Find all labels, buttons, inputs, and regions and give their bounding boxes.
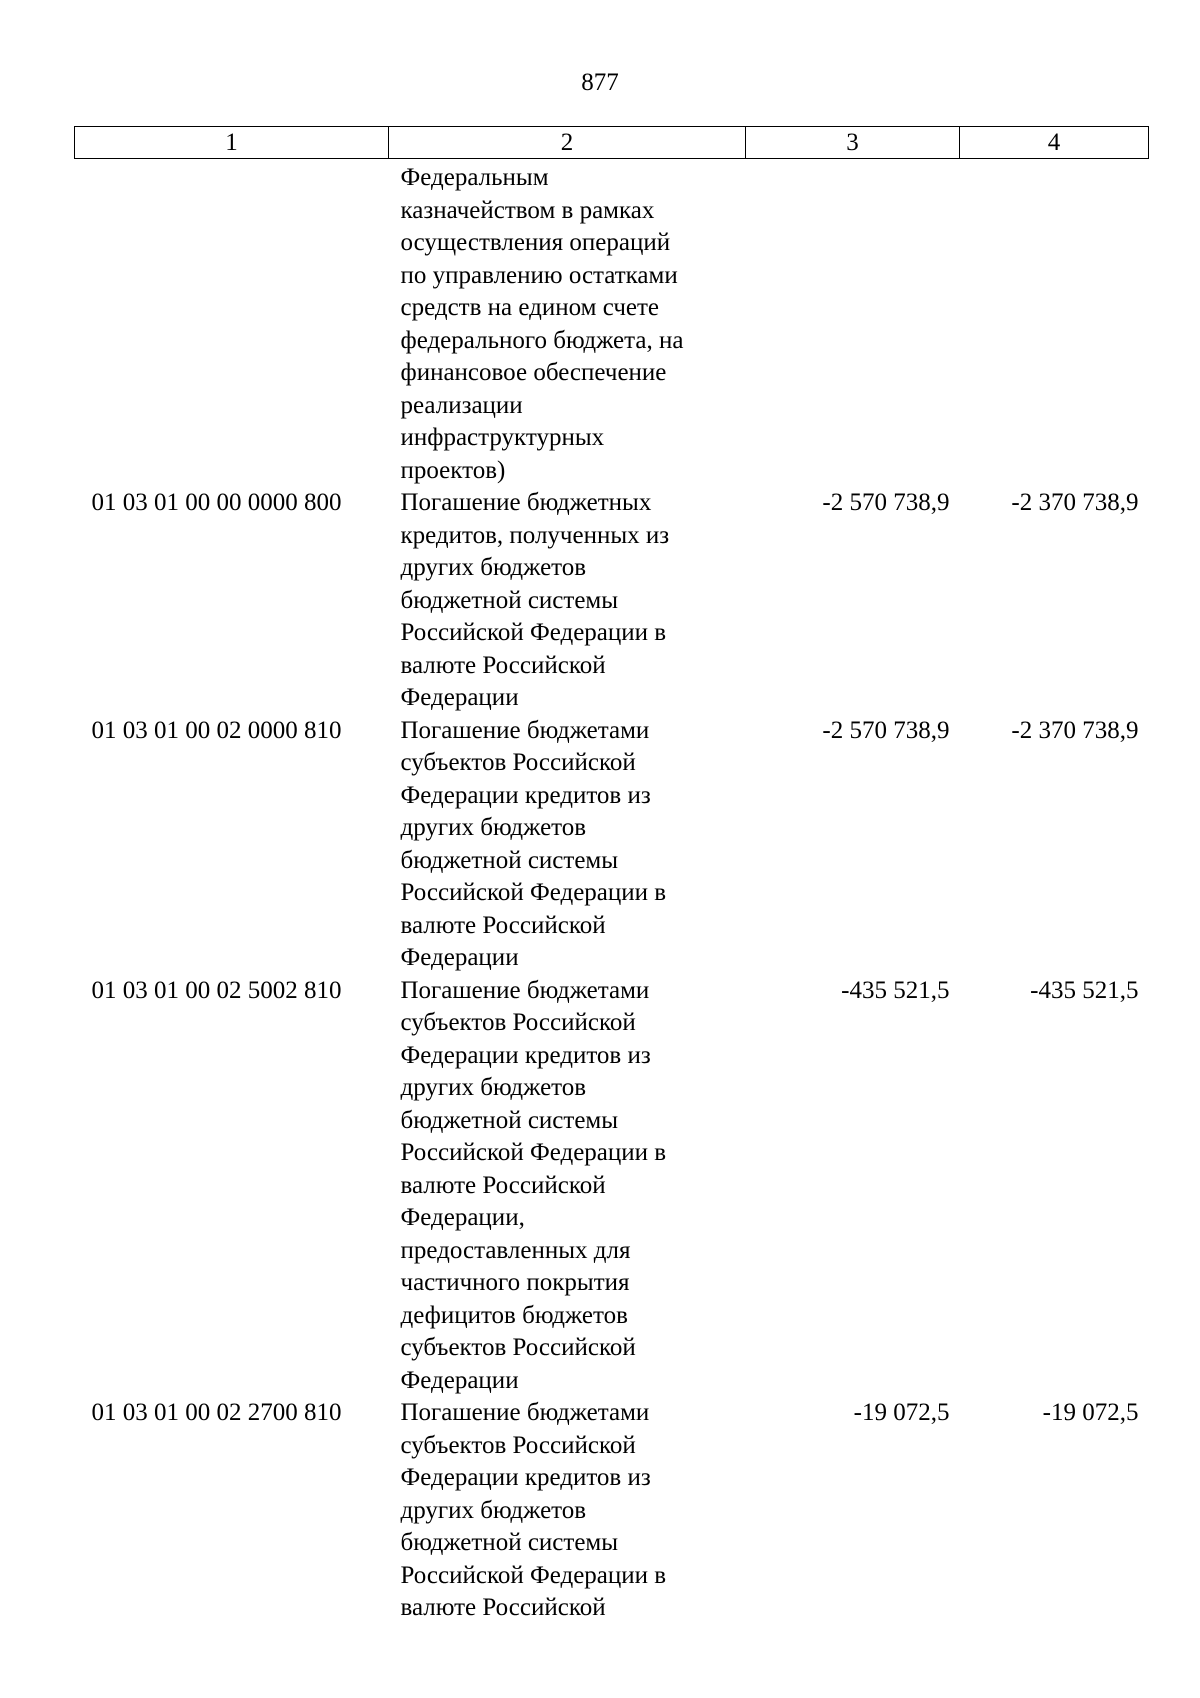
table-row <box>75 159 1149 488</box>
row-code: 01 03 01 00 02 2700 810 <box>91 1399 342 1426</box>
table-header-row <box>75 127 1149 159</box>
row-description: Погашение бюджетных кредитов, полученных из других бюджетов бюджетной системы Российской Федерации в валюте Российской Федерации <box>400 489 670 711</box>
page-number: 877 <box>581 69 619 96</box>
row-value-col4: -2 370 738,9 <box>1011 489 1139 516</box>
row-value-col4 <box>960 159 1149 488</box>
row-value-col3: -19 072,5 <box>853 1399 950 1426</box>
row-value-col4: -19 072,5 <box>1042 1399 1139 1426</box>
row-description: Федеральным казначейством в рамках осуществления операций по управлению остатками средств на едином счете федерального бюджета, на финансовое обеспечение реализации инфраструктурных проектов) <box>400 164 684 484</box>
row-description: Погашение бюджетами субъектов Российской Федерации кредитов из других бюджетов бюджетной системы Российской Федерации в валюте Российской <box>400 1399 667 1621</box>
column-header-3: 3 <box>746 127 960 159</box>
column-header-1: 1 <box>75 127 389 159</box>
row-code: 01 03 01 00 02 0000 810 <box>91 716 342 744</box>
row-value-col4: -435 521,5 <box>1030 976 1139 1004</box>
row-value-col3 <box>746 159 960 488</box>
column-header-2: 2 <box>389 127 746 159</box>
row-code: 01 03 01 00 02 5002 810 <box>91 976 342 1004</box>
row-code: 01 03 01 00 00 0000 800 <box>91 489 342 516</box>
budget-table <box>74 126 1149 1625</box>
table-row <box>75 1397 1149 1625</box>
row-code <box>75 159 389 488</box>
row-description: Погашение бюджетами субъектов Российской Федерации кредитов из других бюджетов бюджетной системы Российской Федерации в валюте Российской Федерации, предоставленных для частичного покрытия дефицитов бюджетов субъектов Российской Федерации <box>400 976 667 1394</box>
row-description: Погашение бюджетами субъектов Российской Федерации кредитов из других бюджетов бюджетной системы Российской Федерации в валюте Российской Федерации <box>400 716 667 971</box>
row-value-col4: -2 370 738,9 <box>1011 716 1139 744</box>
column-header-4: 4 <box>960 127 1149 159</box>
row-value-col3: -435 521,5 <box>841 976 950 1004</box>
row-value-col3: -2 570 738,9 <box>822 716 950 744</box>
table-row <box>75 487 1149 715</box>
row-value-col3: -2 570 738,9 <box>822 489 950 516</box>
table-row <box>75 715 1149 975</box>
table-row <box>75 975 1149 1398</box>
